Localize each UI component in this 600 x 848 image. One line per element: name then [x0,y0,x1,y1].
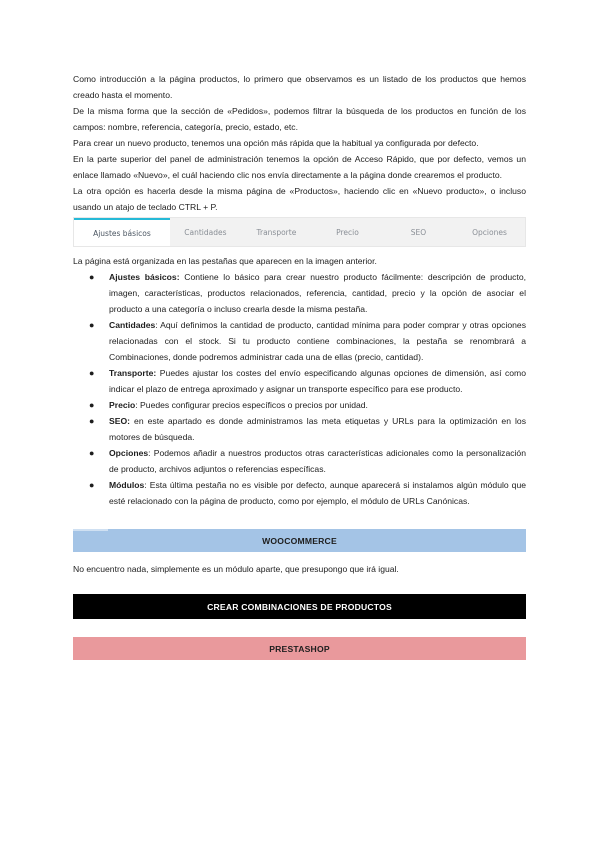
woocommerce-text: No encuentro nada, simplemente es un módulo aparte, que presupongo que irá igual. [73,564,399,574]
list-item-text: Contiene lo básico para crear nuestro producto fácilmente: descripción de producto, imagen, características, productos relacionados, referencia, cantidad, precio y la opción de asociar el producto a una categoría o incluso crearla desde la misma pestaña. [109,272,527,314]
tab-transporte: Transporte [256,227,297,237]
list-item-term: Precio [109,400,136,410]
tabs-description-list [73,269,526,509]
list-item-term: Ajustes básicos: [109,272,180,282]
bullet-icon: ● [89,416,95,426]
tab-seo: SEO [410,227,427,237]
bullet-icon: ● [89,272,95,282]
list-item [89,365,526,397]
document-page [73,71,526,660]
tab-precio: Precio [336,227,359,237]
list-item-text: en este apartado es donde administramos las meta etiquetas y URLs para la optimización en los motores de búsqueda. [109,416,526,442]
list-item [89,269,527,317]
list-item [89,445,526,477]
tab-ajustes-basicos: Ajustes básicos [74,218,170,246]
list-item-text: : Podemos añadir a nuestros productos otras características adicionales como la personalización de producto, archivos adjuntos o referencias específicas. [109,448,526,474]
bullet-icon: ● [89,320,95,330]
intro-paragraph-1: Como introducción a la página productos, lo primero que observamos es un listado de los productos que hemos creado hasta el momento. [73,74,526,100]
intro-paragraph-2: De la misma forma que la sección de «Pedidos», podemos filtrar la búsqueda de los productos en función de los campos: nombre, referencia, categoría, precio, estado, etc. [73,106,526,132]
list-item-text: : Puedes configurar precios específicos o precios por unidad. [135,400,368,410]
intro-paragraph-4: En la parte superior del panel de administración tenemos la opción de Acceso Rápido, que por defecto, vemos un enlace llamado «Nuevo», el cuál haciendo clic nos envía directamente a la página donde crearemos el producto. [73,154,526,180]
woocommerce-heading: WOOCOMMERCE [73,529,526,552]
list-item [89,477,526,509]
list-item-term: Módulos [109,480,145,490]
tab-cantidades: Cantidades [184,227,227,237]
list-item-text: : Aquí definimos la cantidad de producto, cantidad mínima para poder comprar y otras opciones relacionadas con el stock. Si tu producto contiene combinaciones, la pestaña se renombrará a Combinaciones, donde podremos administrar cada una de ellas (precio, cantidad). [109,320,526,362]
intro-paragraph-5: La otra opción es hacerla desde la misma página de «Productos», haciendo clic en «Nuevo producto», o incluso usando un atajo de teclado CTRL + P. [73,186,526,212]
intro-paragraph-3: Para crear un nuevo producto, tenemos una opción más rápida que la habitual ya configurada por defecto. [73,138,479,148]
tabs-caption: La página está organizada en las pestañas que aparecen en la imagen anterior. [73,256,377,266]
list-item-term: Cantidades [109,320,156,330]
tab-opciones: Opciones [472,227,507,237]
list-item-text: Puedes ajustar los costes del envío especificando algunas opciones de dimensión, así como indicar el plazo de entrega aproximado y asignar un transporte específico para ese producto. [109,368,526,394]
list-item-text: : Esta última pestaña no es visible por defecto, aunque aparecerá si instalamos algún módulo que esté relacionado con la página de producto, como por ejemplo, el módulo de URLs Canónicas. [109,480,526,506]
list-item [89,317,526,365]
bullet-icon: ● [89,480,95,490]
list-item [89,413,526,445]
list-item-term: Opciones [109,448,149,458]
list-item-term: SEO: [109,416,131,426]
bullet-icon: ● [89,448,95,458]
bullet-icon: ● [89,400,95,410]
crear-combinaciones-heading: CREAR COMBINACIONES DE PRODUCTOS [73,594,526,619]
list-item-term: Transporte: [109,368,157,378]
list-item [89,397,526,413]
product-tabs-screenshot [73,217,526,247]
bullet-icon: ● [89,368,95,378]
prestashop-heading: PRESTASHOP [73,637,526,660]
